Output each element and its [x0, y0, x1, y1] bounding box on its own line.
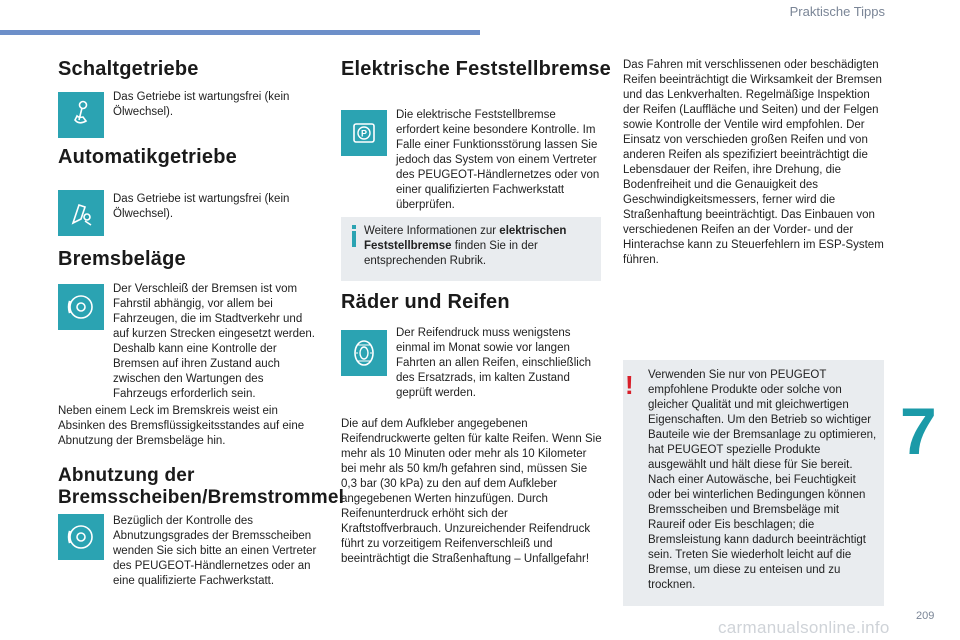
reifen-text: Das Fahren mit verschlissenen oder beschädigten Reifen beeinträchtigt die Wirksamkeit der Bremsen und das Lenkverhalten. Regelmäßige Inspektion der Reifen (Lauffläche und Seiten) und der Felgen sowie Kontrolle der Ventile wird empfohlen. Der Einsatz von verschieden großen Reifen und von anderen Reifen als spezifiziert beeinträchtigt die Lebensdauer der Reifen, ihre Drehung, die Bodenfreiheit und die Genauigkeit des Geschwindigkeitsmessers, ferner wird die Straßenhaftung beeinträchtigt. Das Einbauen von verschiedenen Reifen an der Vorder- und der Hinterachse kann zu Steuerfehlern im ESP-System führen.	[623, 59, 884, 266]
automatikgetriebe-text: Das Getriebe ist wartungsfrei (kein Ölwechsel).	[113, 193, 290, 220]
bremsbelaege-text-2: Neben einem Leck im Bremskreis weist ein Absinken des Bremsflüssigkeitsstandes auf eine Abnutzung der Bremsbeläge hin.	[58, 405, 305, 447]
warning-text: Verwenden Sie nur von PEUGEOT empfohlene Produkte oder solche von gleicher Qualität und mit gleichwertigen Eigenschaften. Um den Betrieb so wichtiger Bauteile wie der Bremsanlage zu optimieren, hat PEUGEOT spezielle Produkte ausgewählt und hält diese für Sie bereit. Nach einer Autowäsche, bei Feuchtigkeit oder bei winterlichen Bedingungen können Bremsscheiben und Bremsbeläge mit Raureif oder Eis beschlagen; die Bremsleistung kann dadurch beeinträchtigt sein. Treten Sie wiederholt leicht auf die Bremse, um diese zu enteisen und zu trocknen.	[648, 369, 877, 591]
heading-raeder: Räder und Reifen	[341, 291, 510, 313]
info-icon	[351, 225, 357, 247]
brake-disc-icon	[58, 284, 104, 330]
gear-selector-icon	[58, 190, 104, 236]
header-accent-bar	[0, 30, 480, 35]
abnutzung-text: Bezüglich der Kontrolle des Abnutzungsgrades der Bremsscheiben wenden Sie sich bitte an einen Vertreter des PEUGEOT-Händlernetzes oder an eine qualifizierte Fachwerkstatt.	[113, 515, 317, 587]
heading-bremsbelaege: Bremsbeläge	[58, 248, 186, 270]
brake-disc-icon	[58, 514, 104, 560]
warning-box	[623, 360, 884, 606]
info-text	[364, 224, 586, 269]
warning-icon: !	[625, 370, 634, 400]
svg-text:P: P	[360, 128, 368, 139]
info-box	[341, 217, 601, 281]
section-title: Praktische Tipps	[789, 4, 885, 19]
schaltgetriebe-text: Das Getriebe ist wartungsfrei (kein Ölwechsel).	[113, 91, 290, 118]
gear-shift-icon	[58, 92, 104, 138]
heading-abnutzung	[58, 465, 344, 509]
heading-abnutzung-line1: Abnutzung der	[58, 465, 195, 486]
heading-schaltgetriebe: Schaltgetriebe	[58, 58, 199, 80]
tire-icon	[341, 330, 387, 376]
page-number: 209	[916, 610, 935, 622]
heading-abnutzung-line2: Bremsscheiben/Bremstrommel	[58, 487, 345, 508]
raeder-text: Der Reifendruck muss wenigstens einmal im Monat sowie vor langen Fahrten an allen Reifen, einschließlich des Ersatzrads, im kalten Zustand geprüft werden.	[396, 327, 591, 399]
heading-automatikgetriebe: Automatikgetriebe	[58, 146, 237, 168]
heading-feststellbremse: Elektrische Feststellbremse	[341, 58, 611, 80]
raeder-text-2: Die auf dem Aufkleber angegebenen Reifendruckwerte gelten für kalte Reifen. Wenn Sie mehr als 10 Minuten oder mehr als 10 Kilometer bei mehr als 50 km/h gefahren sind, müssen Sie 0,3 bar (30 kPa) zu den auf dem Aufkleber angegebenen Werten hinzufügen. Durch Reifenunterdruck erhöht sich der Kraftstoffverbrauch. Unzureichender Reifendruck führt zu vorzeitigem Reifenverschleiß und beeinträchtigt die Straßenhaftung – Unfallgefahr!	[341, 418, 602, 565]
info-text-post: finden Sie in der entsprechenden Rubrik.	[364, 240, 538, 267]
parking-brake-icon	[341, 110, 387, 156]
chapter-number: 7	[900, 394, 937, 468]
info-text-pre: Weitere Informationen zur	[364, 225, 500, 237]
watermark: carmanualsonline.info	[718, 618, 890, 637]
info-text-bold: elektrischen Feststellbremse	[364, 225, 567, 252]
feststellbremse-text: Die elektrische Feststellbremse erfordert keine besondere Kontrolle. Im Falle einer Funktionsstörung lassen Sie jedoch das System von einem Vertreter des PEUGEOT-Händlernetzes oder von einer qualifizierten Fachwerkstatt überprüfen.	[396, 109, 600, 211]
bremsbelaege-text: Der Verschleiß der Bremsen ist vom Fahrstil abhängig, vor allem bei Fahrzeugen, die im Stadtverkehr und auf kurzen Strecken eingesetzt werden. Deshalb kann eine Kontrolle der Bremsen auf ihren Zustand auch zwischen den Wartungen des Fahrzeugs erforderlich sein.	[113, 283, 316, 400]
